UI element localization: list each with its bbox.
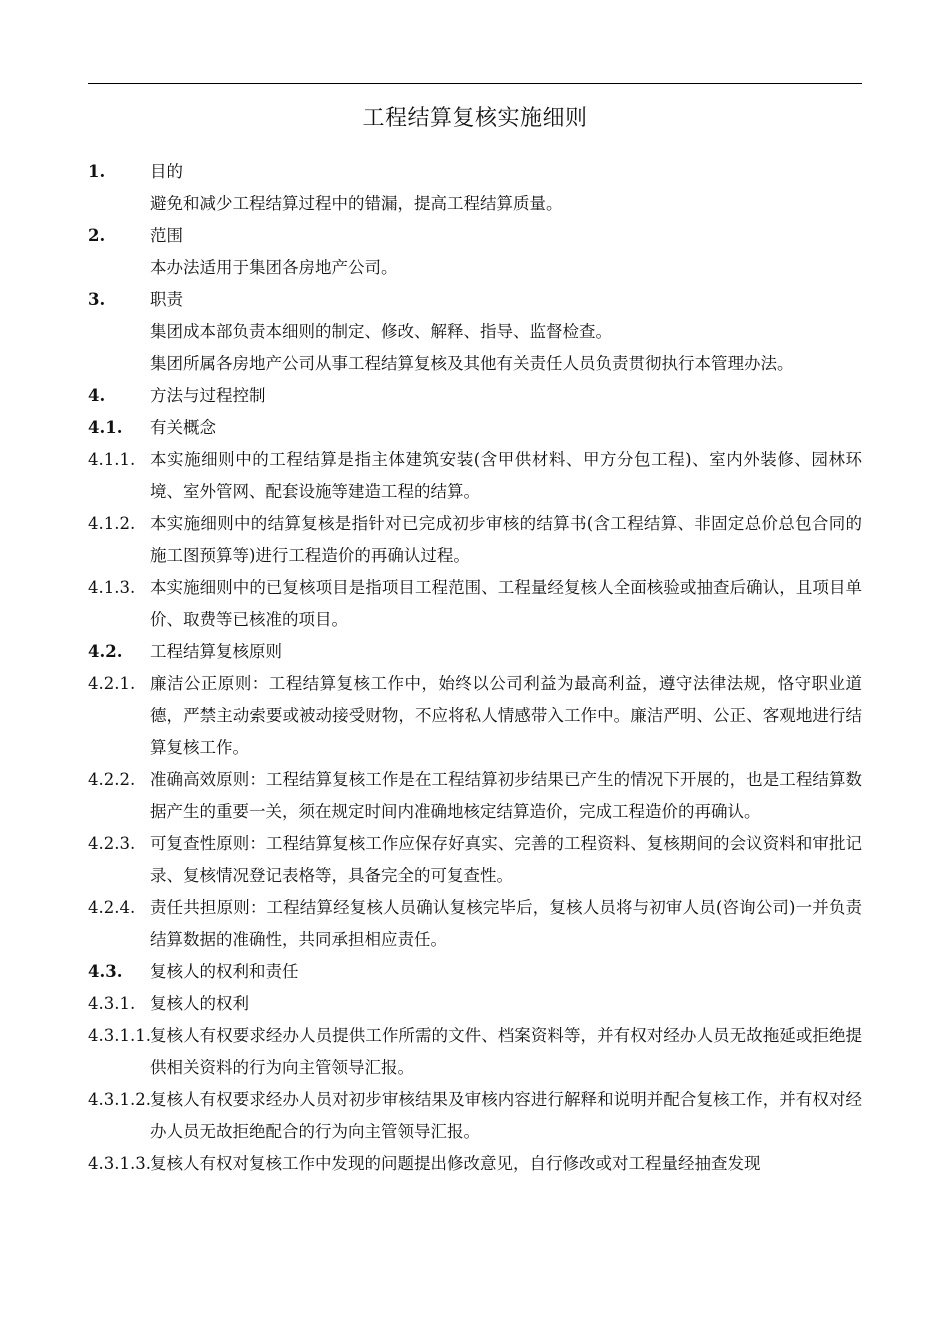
- clause-item: [88, 956, 862, 988]
- clause-text: 避免和减少工程结算过程中的错漏，提高工程结算质量。: [150, 194, 563, 213]
- clause-text: 工程结算复核原则: [150, 642, 282, 661]
- clause-item: [88, 892, 862, 956]
- clause-number: 4.2.1.: [88, 674, 136, 693]
- clause-number: 4.2.: [88, 642, 123, 661]
- clause-text: 集团所属各房地产公司从事工程结算复核及其他有关责任人员负责贯彻执行本管理办法。: [150, 354, 794, 373]
- clause-text: 复核人有权对复核工作中发现的问题提出修改意见，自行修改或对工程量经抽查发现: [150, 1154, 761, 1173]
- clause-number: 2.: [88, 226, 106, 245]
- clause-item: [88, 572, 862, 636]
- clause-item: [88, 412, 862, 444]
- clause-item: [88, 988, 862, 1020]
- clause-text: 范围: [150, 226, 183, 245]
- clause-number: 4.3.1.: [88, 994, 136, 1013]
- clause-text: 责任共担原则：工程结算经复核人员确认复核完毕后，复核人员将与初审人员(咨询公司)一并负责结算数据的准确性，共同承担相应责任。: [150, 898, 862, 949]
- header-rule: [88, 83, 862, 84]
- clause-item: [88, 636, 862, 668]
- clause-item: [88, 380, 862, 412]
- clause-number: 4.2.3.: [88, 834, 136, 853]
- clause-text: 复核人有权要求经办人员提供工作所需的文件、档案资料等，并有权对经办人员无故拖延或拒绝提供相关资料的行为向主管领导汇报。: [150, 1026, 862, 1077]
- clause-item: [88, 252, 862, 284]
- clause-text: 本实施细则中的结算复核是指针对已完成初步审核的结算书(含工程结算、非固定总价总包合同的施工图预算等)进行工程造价的再确认过程。: [150, 514, 862, 565]
- clause-number: 4.3.1.2.: [88, 1090, 151, 1109]
- clause-number: 4.3.1.3.: [88, 1154, 151, 1173]
- clause-number: 4.1.2.: [88, 514, 136, 533]
- clause-number: 4.3.: [88, 962, 123, 981]
- clause-text: 集团成本部负责本细则的制定、修改、解释、指导、监督检查。: [150, 322, 612, 341]
- clause-item: [88, 188, 862, 220]
- clause-item: [88, 220, 862, 252]
- document-title: 工程结算复核实施细则: [362, 106, 588, 131]
- clause-text: 本实施细则中的已复核项目是指项目工程范围、工程量经复核人全面核验或抽查后确认，且项目单价、取费等已核准的项目。: [150, 578, 862, 629]
- clause-number: 4.1.3.: [88, 578, 136, 597]
- clause-number: 1.: [88, 162, 106, 181]
- clause-text: 廉洁公正原则：工程结算复核工作中，始终以公司利益为最高利益，遵守法律法规，恪守职业道德，严禁主动索要或被动接受财物，不应将私人情感带入工作中。廉洁严明、公正、客观地进行结算复核工作。: [150, 674, 862, 757]
- document-body: [88, 156, 862, 1180]
- clause-text: 本办法适用于集团各房地产公司。: [150, 258, 398, 277]
- clause-item: [88, 668, 862, 764]
- clause-number: 4.2.4.: [88, 898, 136, 917]
- clause-text: 复核人有权要求经办人员对初步审核结果及审核内容进行解释和说明并配合复核工作，并有权对经办人员无故拒绝配合的行为向主管领导汇报。: [150, 1090, 862, 1141]
- clause-number: 3.: [88, 290, 106, 309]
- clause-number: 4.: [88, 386, 106, 405]
- clause-number: 4.2.2.: [88, 770, 136, 789]
- clause-text: 方法与过程控制: [150, 386, 266, 405]
- clause-item: [88, 444, 862, 508]
- clause-text: 目的: [150, 162, 183, 181]
- clause-item: [88, 348, 862, 380]
- clause-number: 4.3.1.1.: [88, 1026, 151, 1045]
- clause-text: 本实施细则中的工程结算是指主体建筑安装(含甲供材料、甲方分包工程)、室内外装修、园林环境、室外管网、配套设施等建造工程的结算。: [150, 450, 862, 501]
- clause-item: [88, 508, 862, 572]
- clause-text: 职责: [150, 290, 183, 309]
- clause-text: 可复查性原则：工程结算复核工作应保存好真实、完善的工程资料、复核期间的会议资料和审批记录、复核情况登记表格等，具备完全的可复查性。: [150, 834, 862, 885]
- clause-item: [88, 156, 862, 188]
- clause-number: 4.1.1.: [88, 450, 136, 469]
- clause-item: [88, 316, 862, 348]
- clause-number: 4.1.: [88, 418, 123, 437]
- clause-item: [88, 284, 862, 316]
- clause-item: [88, 1020, 862, 1084]
- clause-text: 复核人的权利和责任: [150, 962, 299, 981]
- clause-text: 有关概念: [150, 418, 216, 437]
- clause-item: [88, 1084, 862, 1148]
- clause-item: [88, 828, 862, 892]
- clause-text: 准确高效原则：工程结算复核工作是在工程结算初步结果已产生的情况下开展的，也是工程结算数据产生的重要一关，须在规定时间内准确地核定结算造价，完成工程造价的再确认。: [150, 770, 862, 821]
- clause-item: [88, 764, 862, 828]
- clause-text: 复核人的权利: [150, 994, 249, 1013]
- clause-item: [88, 1148, 862, 1180]
